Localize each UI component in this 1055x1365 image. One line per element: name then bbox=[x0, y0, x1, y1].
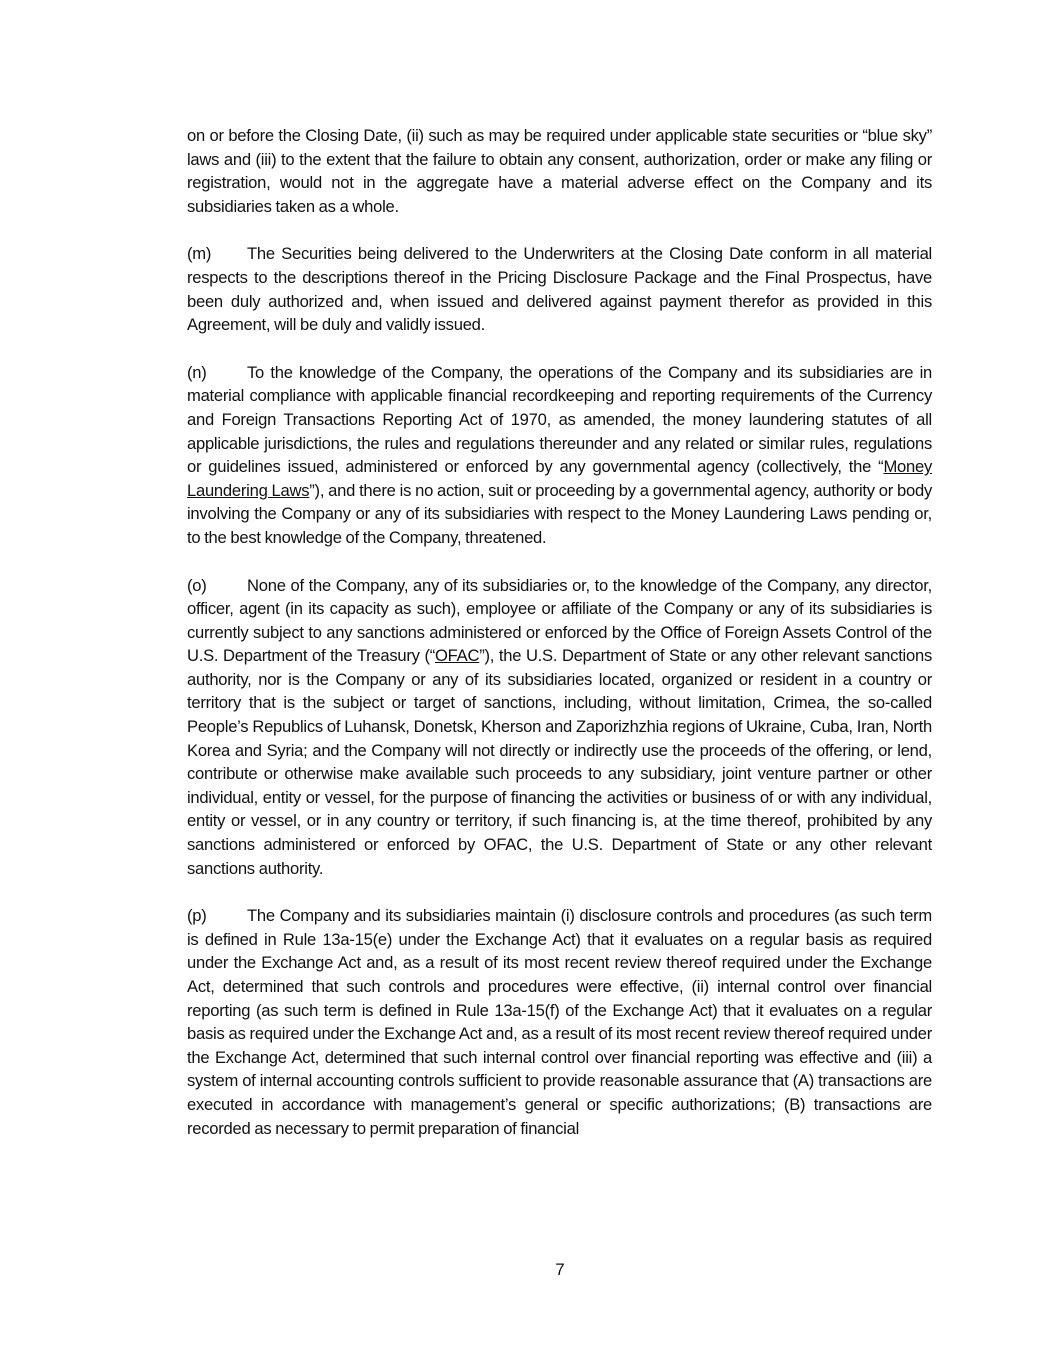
paragraph-label: (m) bbox=[187, 244, 212, 264]
paragraph-label: (n) bbox=[187, 362, 207, 382]
paragraph-text: None of the Company, any of its subsidiaries or, to the knowledge of the Company, any director, officer, agent (in its capacity as such), employee or affiliate of the Company or any of its subsidiaries is currently subject to any sanctions administered or enforced by the Office of Foreign Assets Control of the U.S. Department of the Treasury (“ bbox=[187, 575, 932, 666]
paragraph-text: The Securities being delivered to the Underwriters at the Closing Date conform in all material respects to the descriptions thereof in the Pricing Disclosure Package and the Final Prospectus, have been duly authorized and, when issued and delivered against payment therefor as provided in this Agreement, will be duly and validly issued. bbox=[187, 244, 932, 335]
paragraph-p bbox=[187, 904, 932, 1140]
paragraph-text: ”), the U.S. Department of State or any other relevant sanctions authority, nor is the Company or any of its subsidiaries located, organized or resident in a country or territory that is the subject or target of sanctions, including, without limitation, Crimea, the so-called People’s Republics of Luhansk, Donetsk, Kherson and Zaporizhzhia regions of Ukraine, Cuba, Iran, North Korea and Syria; and the Company will not directly or indirectly use the proceeds of the offering, or lend, contribute or otherwise make available such proceeds to any subsidiary, joint venture partner or other individual, entity or vessel, for the purpose of financing the activities or business of or with any individual, entity or vessel, or in any country or territory, if such financing is, at the time thereof, prohibited by any sanctions administered or enforced by OFAC, the U.S. Department of State or any other relevant sanctions authority. bbox=[187, 646, 933, 878]
paragraph-text: To the knowledge of the Company, the operations of the Company and its subsidiaries are in material compliance with applicable financial recordkeeping and reporting requirements of the Currency and Foreign Transactions Reporting Act of 1970, as amended, the money laundering statutes of all applicable jurisdictions, the rules and regulations thereunder and any related or similar rules, regulations or guidelines issued, administered or enforced by any governmental agency (collectively, the “ bbox=[187, 362, 932, 477]
paragraph-label: (o) bbox=[187, 575, 207, 595]
defined-term-money-laundering-laws: Money Laundering Laws bbox=[187, 457, 932, 500]
document-page bbox=[187, 124, 932, 1164]
paragraph-continuation bbox=[187, 124, 932, 218]
page-number: 7 bbox=[555, 1260, 565, 1279]
defined-term-ofac: OFAC bbox=[435, 646, 480, 666]
paragraph-n bbox=[187, 361, 932, 550]
paragraph-o bbox=[187, 574, 932, 881]
paragraph-label: (p) bbox=[187, 906, 207, 926]
paragraph-text: on or before the Closing Date, (ii) such as may be required under applicable state securities or “blue sky” laws and (iii) to the extent that the failure to obtain any consent, authorization, order or make any filing or registration, would not in the aggregate have a material adverse effect on the Company and its subsidiaries taken as a whole. bbox=[187, 126, 932, 216]
paragraph-text: ”), and there is no action, suit or proceeding by a governmental agency, authority or body involving the Company or any of its subsidiaries with respect to the Money Laundering Laws pending or, to the best knowledge of the Company, threatened. bbox=[187, 480, 932, 547]
paragraph-m bbox=[187, 242, 932, 336]
paragraph-text: The Company and its subsidiaries maintain (i) disclosure controls and procedures (as such term is defined in Rule 13a-15(e) under the Exchange Act) that it evaluates on a regular basis as required under the Exchange Act and, as a result of its most recent review thereof required under the Exchange Act, determined that such controls and procedures were effective, (ii) internal control over financial reporting (as such term is defined in Rule 13a-15(f) of the Exchange Act) that it evaluates on a regular basis as required under the Exchange Act and, as a result of its most recent review thereof required under the Exchange Act, determined that such internal control over financial reporting was effective and (iii) a system of internal accounting controls sufficient to provide reasonable assurance that (A) transactions are executed in accordance with management’s general or specific authorizations; (B) transactions are recorded as necessary to permit preparation of financial bbox=[187, 906, 932, 1138]
